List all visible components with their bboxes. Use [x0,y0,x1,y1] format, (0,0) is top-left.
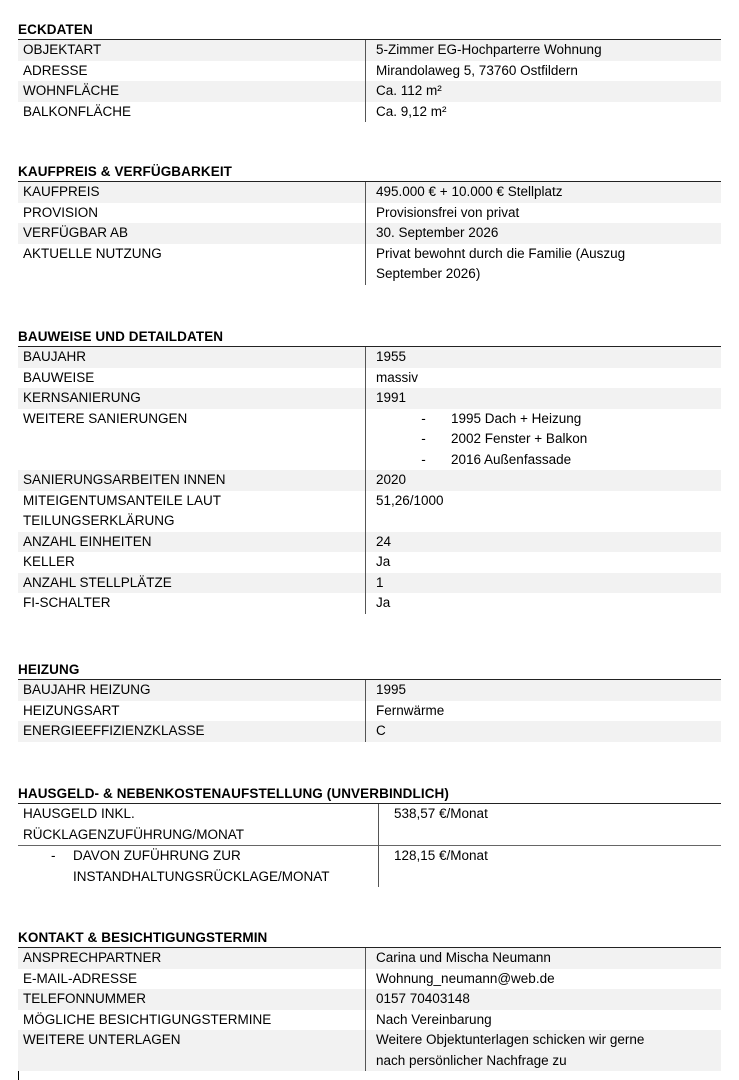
section-kontakt [18,928,721,1071]
label-line: HAUSGELD INKL. [23,806,135,821]
row-value [366,409,722,471]
row-label: ADRESSE [23,62,88,78]
dash: - [421,410,426,426]
row-value: Mirandolaweg 5, 73760 Ostfildern [366,61,722,82]
table-row [18,804,721,846]
row-label: PROVISION [23,204,99,220]
row-value: Ca. 9,12 m² [366,102,722,123]
table-row [18,491,721,532]
row-value: 2020 [366,470,722,491]
table-row [18,368,721,389]
row-label: ANZAHL EINHEITEN [18,532,366,553]
heizung-table [18,680,721,742]
row-label: KERNSANIERUNG [18,388,366,409]
value-line: September 2026) [376,266,481,281]
section-title: HEIZUNG [18,660,721,680]
table-row [18,552,721,573]
row-label: BALKONFLÄCHE [23,103,132,119]
section-title: HAUSGELD- & NEBENKOSTENAUFSTELLUNG (UNVERBINDLICH) [18,784,721,804]
row-value [366,244,722,285]
section-title: KAUFPREIS & VERFÜGBARKEIT [18,162,721,182]
dash: - [421,451,426,467]
row-label: SANIERUNGSARBEITEN INNEN [18,470,366,491]
row-value: Provisionsfrei von privat [366,203,722,224]
table-row [18,948,721,969]
row-value: 24 [366,532,722,553]
row-label: OBJEKTART [18,40,366,61]
table-row [18,203,721,224]
table-row [18,102,721,123]
row-label [18,491,366,532]
row-label: BAUJAHR HEIZUNG [18,680,366,701]
row-label: FI-SCHALTER [23,595,111,610]
table-row [18,61,721,82]
section-eckdaten [18,20,721,122]
table-row [18,846,721,888]
row-value: 1991 [366,388,722,409]
section-title: KONTAKT & BESICHTIGUNGSTERMIN [18,928,721,948]
value-line: nach persönlicher Nachfrage zu [376,1052,567,1068]
row-label: MÖGLICHE BESICHTIGUNGSTERMINE [23,1011,272,1027]
row-value: Fernwärme [366,701,722,722]
row-value: 0157 70403148 [366,989,722,1010]
row-label: KAUFPREIS [18,182,366,203]
eckdaten-table [18,40,721,122]
value-line: Weitere Objektunterlagen schicken wir gerne [376,1032,645,1047]
kontakt-table [18,948,721,1071]
row-label [18,804,379,846]
row-value: 538,57 €/Monat [379,804,722,846]
row-label: WEITERE UNTERLAGEN [18,1030,366,1071]
dash: - [421,431,426,446]
row-label: ANSPRECHPARTNER [18,948,366,969]
section-hausgeld [18,784,721,887]
label-line: MITEIGENTUMSANTEILE LAUT [23,492,222,508]
table-row [18,969,721,990]
row-label: BAUWEISE [23,369,95,385]
table-row [18,989,721,1010]
table-row [18,593,721,614]
row-label: AKTUELLE NUTZUNG [23,245,162,261]
table-row [18,40,721,61]
row-value: 5-Zimmer EG-Hochparterre Wohnung [366,40,722,61]
list-item-text: 2016 Außenfassade [451,451,572,467]
list-item-text: 1995 Dach + Heizung [451,410,582,426]
label-text: DAVON ZUFÜHRUNG ZUR [73,848,241,863]
list-item [376,429,721,450]
row-label: WEITERE SANIERUNGEN [23,410,188,426]
table-row [18,470,721,491]
table-row [18,1010,721,1031]
row-label: TELEFONNUMMER [18,989,366,1010]
list-item-text: 2002 Fenster + Balkon [451,431,588,446]
section-bauweise [18,327,721,614]
row-value: Nach Vereinbarung [366,1010,722,1031]
row-value: C [366,721,722,742]
label-line [23,846,378,867]
table-row [18,81,721,102]
row-value: 51,26/1000 [366,491,722,532]
table-row [18,244,721,285]
section-heizung [18,660,721,742]
value-line: Privat bewohnt durch die Familie (Auszug [376,245,626,261]
row-label: WOHNFLÄCHE [18,81,366,102]
row-value: 1995 [366,680,722,701]
row-value: Ja [366,552,722,573]
row-value: massiv [366,368,722,389]
row-value: 1955 [366,347,722,368]
row-label: HEIZUNGSART [23,702,120,718]
row-label [18,846,379,888]
table-row [18,388,721,409]
table-row [18,721,721,742]
row-value: Carina und Mischa Neumann [366,948,722,969]
row-value [366,1030,722,1071]
text-cursor [18,1071,19,1080]
table-row [18,701,721,722]
row-value: 30. September 2026 [366,223,722,244]
table-row [18,182,721,203]
label-line: TEILUNGSERKLÄRUNG [23,513,175,528]
table-row [18,680,721,701]
table-row [18,409,721,471]
table-row [18,347,721,368]
row-label: ENERGIEEFFIZIENZKLASSE [18,721,366,742]
row-label: BAUJAHR [18,347,366,368]
row-value: Ja [366,593,722,614]
row-label: ANZAHL STELLPLÄTZE [18,573,366,594]
row-label: KELLER [23,554,75,569]
label-line: INSTANDHALTUNGSRÜCKLAGE/MONAT [73,868,330,884]
row-value: Ca. 112 m² [366,81,722,102]
row-value: 1 [366,573,722,594]
section-title: ECKDATEN [18,20,721,40]
bauweise-table [18,347,721,614]
row-value: 495.000 € + 10.000 € Stellplatz [366,182,722,203]
row-value: 128,15 €/Monat [379,846,722,888]
row-label: VERFÜGBAR AB [18,223,366,244]
table-row [18,223,721,244]
section-kaufpreis [18,162,721,285]
dash: - [51,848,56,863]
row-label: E-MAIL-ADRESSE [23,970,138,986]
section-title: BAUWEISE UND DETAILDATEN [18,327,721,347]
table-row [18,573,721,594]
table-row [18,532,721,553]
list-item [376,409,721,430]
label-line: RÜCKLAGENZUFÜHRUNG/MONAT [23,826,245,842]
hausgeld-table [18,804,721,887]
table-row [18,1030,721,1071]
kaufpreis-table [18,182,721,285]
row-value: Wohnung_neumann@web.de [366,969,722,990]
list-item [376,450,721,471]
